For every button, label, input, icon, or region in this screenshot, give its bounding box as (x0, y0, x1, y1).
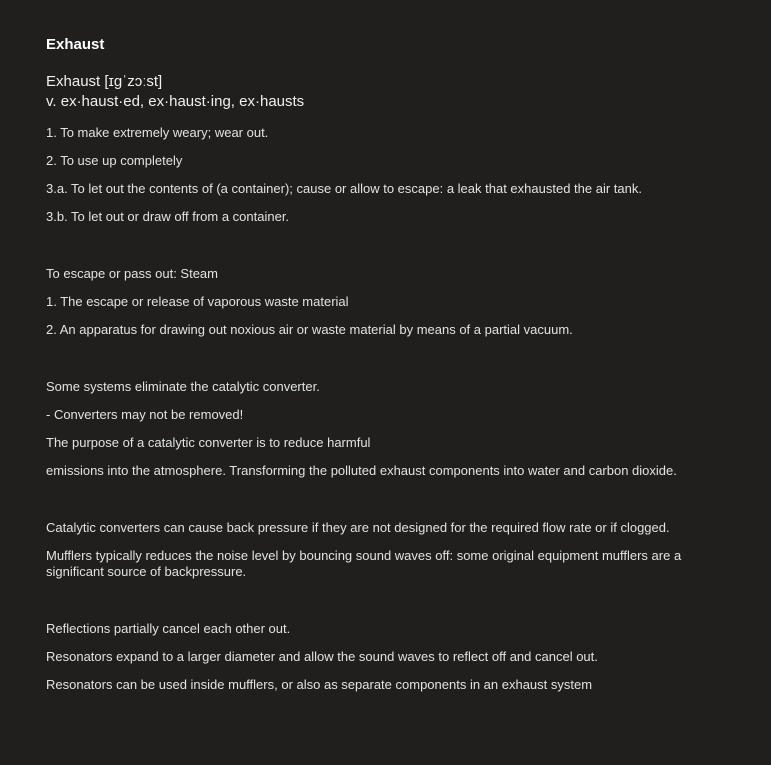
noun-definitions-section (46, 266, 771, 338)
headword-pronunciation: Exhaust [ɪɡˈzɔːst] (46, 73, 163, 90)
paragraph: Catalytic converters can cause back pressure if they are not designed for the required flow rate or if clogged. (46, 520, 670, 535)
verb-inflections: v. ex·haust·ed, ex·haust·ing, ex·hausts (46, 93, 305, 110)
paragraph: Mufflers typically reduces the noise level by bouncing sound waves off: some original equipment mufflers are a significant source of backpressure. (46, 548, 682, 579)
definition-3a: 3.a. To let out the contents of (a container); cause or allow to escape: a leak that exhausted the air tank. (46, 181, 642, 196)
paragraph: Reflections partially cancel each other out. (46, 621, 291, 636)
backpressure-section (46, 520, 771, 580)
noun-intro: To escape or pass out: Steam (46, 266, 218, 281)
paragraph: emissions into the atmosphere. Transforming the polluted exhaust components into water and carbon dioxide. (46, 463, 677, 478)
definition-3b: 3.b. To let out or draw off from a container. (46, 209, 290, 224)
section-spacer (46, 592, 771, 621)
page-title: Exhaust (46, 36, 105, 53)
definition-2: 2. To use up completely (46, 153, 183, 168)
definitions-section (46, 125, 771, 225)
paragraph: The purpose of a catalytic converter is to reduce harmful (46, 435, 371, 450)
definition-1: 1. To make extremely weary; wear out. (46, 125, 269, 140)
paragraph: Resonators can be used inside mufflers, or also as separate components in an exhaust system (46, 677, 593, 692)
paragraph: Some systems eliminate the catalytic converter. (46, 379, 320, 394)
paragraph: - Converters may not be removed! (46, 407, 244, 422)
catalytic-converter-section (46, 379, 771, 479)
section-spacer (46, 237, 771, 266)
noun-definition-1: 1. The escape or release of vaporous waste material (46, 294, 349, 309)
section-spacer (46, 491, 771, 520)
paragraph: Resonators expand to a larger diameter and allow the sound waves to reflect off and cancel out. (46, 649, 598, 664)
noun-definition-2: 2. An apparatus for drawing out noxious air or waste material by means of a partial vacuum. (46, 322, 573, 337)
section-spacer (46, 350, 771, 379)
resonators-section (46, 621, 771, 693)
